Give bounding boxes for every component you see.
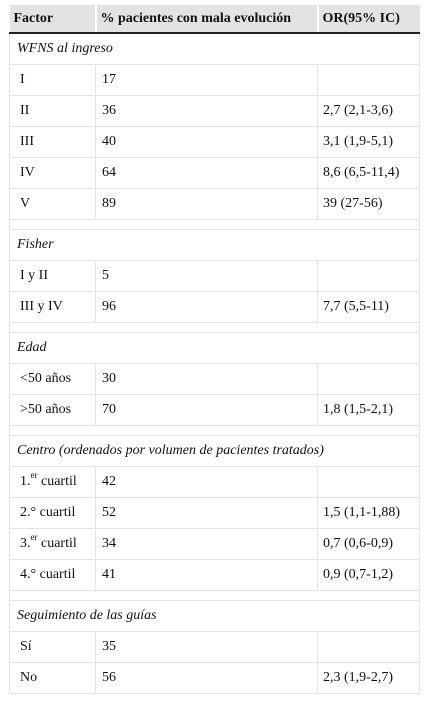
pct-bad-outcome-cell: 34: [96, 529, 318, 560]
table-row: [10, 364, 420, 395]
spacer-cell: [10, 426, 420, 436]
section-spacer: [10, 591, 420, 601]
factor-label: III y IV: [20, 299, 63, 314]
section-spacer: [10, 220, 420, 230]
factor-cell: [10, 261, 96, 292]
odds-ratio-cell: [318, 632, 420, 663]
table-row: [10, 292, 420, 323]
pct-bad-outcome-cell: 36: [96, 96, 318, 127]
pct-bad-outcome-cell: 70: [96, 395, 318, 426]
odds-ratio-cell: 2,7 (2,1-3,6): [318, 96, 420, 127]
odds-ratio-cell: 1,8 (1,5-2,1): [318, 395, 420, 426]
pct-bad-outcome-cell: 42: [96, 467, 318, 498]
odds-ratio-cell: 39 (27-56): [318, 189, 420, 220]
header-odds-ratio: OR(95% IC): [318, 5, 420, 33]
table-row: [10, 96, 420, 127]
section-heading-row: [10, 333, 420, 364]
spacer-cell: [10, 323, 420, 333]
table-row: [10, 632, 420, 663]
outcome-table: [9, 5, 420, 694]
section-title: WFNS al ingreso: [10, 33, 420, 65]
table-row: [10, 189, 420, 220]
pct-bad-outcome-cell: 89: [96, 189, 318, 220]
factor-label: 4.° cuartil: [20, 567, 76, 582]
section-title: Edad: [10, 333, 420, 364]
spacer-cell: [10, 591, 420, 601]
factor-label: I: [20, 72, 25, 87]
pct-bad-outcome-cell: 64: [96, 158, 318, 189]
odds-ratio-cell: [318, 467, 420, 498]
table-row: [10, 395, 420, 426]
factor-cell: [10, 395, 96, 426]
factor-cell: [10, 65, 96, 96]
pct-bad-outcome-cell: 56: [96, 663, 318, 694]
factor-cell: [10, 560, 96, 591]
table-body: [10, 33, 420, 694]
pct-bad-outcome-cell: 41: [96, 560, 318, 591]
table-row: [10, 498, 420, 529]
pct-bad-outcome-cell: 40: [96, 127, 318, 158]
table-row: [10, 529, 420, 560]
factor-cell: [10, 292, 96, 323]
odds-ratio-cell: [318, 65, 420, 96]
factor-label: III: [20, 134, 34, 149]
factor-cell: [10, 663, 96, 694]
factor-label: II: [20, 103, 30, 118]
odds-ratio-cell: 2,3 (1,9-2,7): [318, 663, 420, 694]
odds-ratio-cell: 0,7 (0,6-0,9): [318, 529, 420, 560]
pct-bad-outcome-cell: 96: [96, 292, 318, 323]
table-row: [10, 158, 420, 189]
pct-bad-outcome-cell: 17: [96, 65, 318, 96]
factor-label: 3.: [20, 536, 31, 551]
odds-ratio-cell: 7,7 (5,5-11): [318, 292, 420, 323]
odds-ratio-cell: 8,6 (6,5-11,4): [318, 158, 420, 189]
factor-cell: [10, 632, 96, 663]
section-spacer: [10, 323, 420, 333]
factor-cell: [10, 96, 96, 127]
factor-cell: [10, 364, 96, 395]
pct-bad-outcome-cell: 52: [96, 498, 318, 529]
factor-label: Sí: [20, 639, 32, 654]
factor-cell: [10, 189, 96, 220]
factor-label: I y II: [20, 268, 48, 283]
table-header: [10, 5, 420, 33]
header-pct-bad-outcome: % pacientes con mala evolución: [96, 5, 318, 33]
table-row: [10, 467, 420, 498]
section-title: Fisher: [10, 230, 420, 261]
ordinal-superscript: er: [30, 532, 38, 543]
header-factor: Factor: [10, 5, 96, 33]
factor-cell: [10, 529, 96, 560]
pct-bad-outcome-cell: 35: [96, 632, 318, 663]
pct-bad-outcome-cell: 5: [96, 261, 318, 292]
factor-label: >50 años: [20, 402, 72, 417]
spacer-cell: [10, 220, 420, 230]
table-row: [10, 663, 420, 694]
section-heading-row: [10, 601, 420, 632]
factor-label: V: [20, 196, 31, 211]
factor-cell: [10, 158, 96, 189]
section-heading-row: [10, 436, 420, 467]
factor-label: IV: [20, 165, 35, 180]
section-spacer: [10, 426, 420, 436]
odds-ratio-cell: 1,5 (1,1-1,88): [318, 498, 420, 529]
factor-cell: [10, 127, 96, 158]
factor-cell: [10, 467, 96, 498]
odds-ratio-cell: [318, 364, 420, 395]
table-row: [10, 65, 420, 96]
table-row: [10, 127, 420, 158]
table-row: [10, 261, 420, 292]
factor-suffix: cuartil: [37, 536, 77, 551]
odds-ratio-cell: [318, 261, 420, 292]
section-heading-row: [10, 33, 420, 65]
odds-ratio-cell: 3,1 (1,9-5,1): [318, 127, 420, 158]
odds-ratio-cell: 0,9 (0,7-1,2): [318, 560, 420, 591]
factor-label: No: [20, 670, 38, 685]
factor-label: 2.° cuartil: [20, 505, 76, 520]
factor-label: <50 años: [20, 371, 72, 386]
section-heading-row: [10, 230, 420, 261]
pct-bad-outcome-cell: 30: [96, 364, 318, 395]
header-row: [10, 5, 420, 33]
factor-suffix: cuartil: [37, 474, 77, 489]
factor-cell: [10, 498, 96, 529]
section-title: Seguimiento de las guías: [10, 601, 420, 632]
ordinal-superscript: er: [30, 470, 38, 481]
table-row: [10, 560, 420, 591]
factor-label: 1.: [20, 474, 31, 489]
section-title: Centro (ordenados por volumen de pacientes tratados): [10, 436, 420, 467]
